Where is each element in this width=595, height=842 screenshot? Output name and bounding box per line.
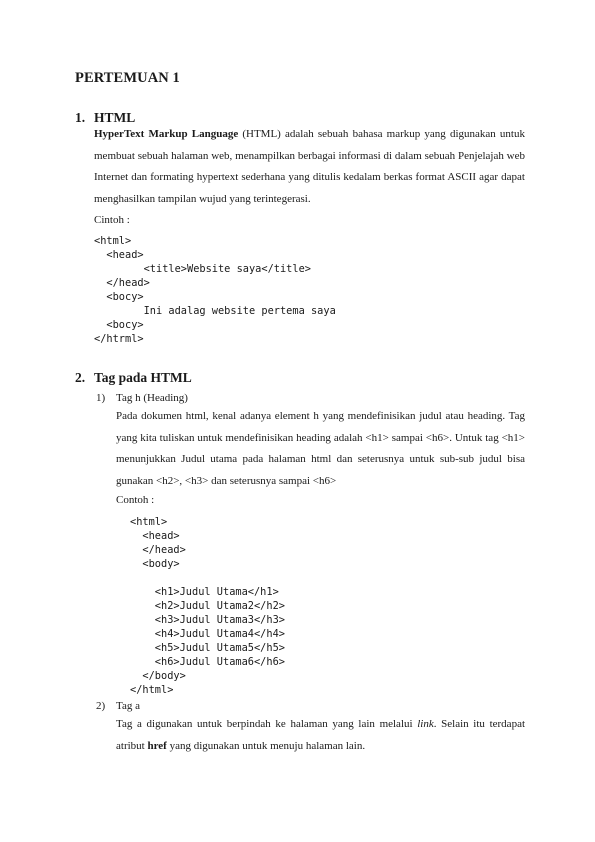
subsection-1-heading [96,392,188,404]
subsection-1-paragraph: Pada dokumen html, kenal adanya element h yang mendefinisikan judul atau heading. Tag yang kita tuliskan untuk mendefinisikan heading adalah <h1> sampai <h6>. Untuk tag <h1> menunjukkan Judul utama pada halaman html dan seterusnya untuk sub-sub judul bisa gunakan <h2>, <h3> dan seterusnya sampai <h6> [116,410,525,487]
section-1-number: 1. [75,110,86,125]
section-1-paragraph-text: (HTML) adalah sebuah bahasa markup yang digunakan untuk membuat sebuah halaman web, menampilkan berbagai informasi di dalam sebuah Penjelajah web Internet dan formating hypertext sederhana yang ditulis kedalam berkas format ASCII agar dapat menghasilkan tampilan wujud yang terintegerasi. [94,128,525,205]
section-1-code-block: <html> <head> <title>Website saya</title> </head> <bocy> Ini adalag website pertema saya <bocy> </htrml> [94,235,336,345]
subsection-2-number: 2) [96,700,106,712]
section-1-example-label: Cintoh : [94,214,130,226]
subsection-1-code-block: <html> <head> </head> <body> <h1>Judul Utama</h1> <h2>Judul Utama2</h2> <h3>Judul Utama3</h3> <h4>Judul Utama4</h4> <h5>Judul Utama5</h5> <h6>Judul Utama6</h6> </body> </html> [130,516,285,696]
subsection-2-paragraph [116,714,525,757]
link-term: link [417,718,434,730]
subsection-2-text-b: . Selain itu terdapat atribut [116,718,526,752]
subsection-2-heading [96,700,140,712]
section-1-title: HTML [94,110,136,125]
subsection-2-text-c: yang digunakan untuk menuju halaman lain. [166,739,366,752]
subsection-2-title: Tag a [116,700,140,712]
subsection-2-text-a: Tag a digunakan untuk berpindah ke halaman yang lain melalui [116,718,418,730]
href-term: href [147,739,167,752]
page-title: PERTEMUAN 1 [75,70,180,86]
subsection-1-example-label: Contoh : [116,494,155,506]
section-2-title: Tag pada HTML [94,370,192,385]
subsection-1-title: Tag h (Heading) [116,392,188,404]
subsection-1-number: 1) [96,392,106,404]
html-term: HyperText Markup Language [94,128,239,140]
section-2-heading [75,370,192,386]
section-1-paragraph [94,124,525,210]
section-2-number: 2. [75,370,86,385]
